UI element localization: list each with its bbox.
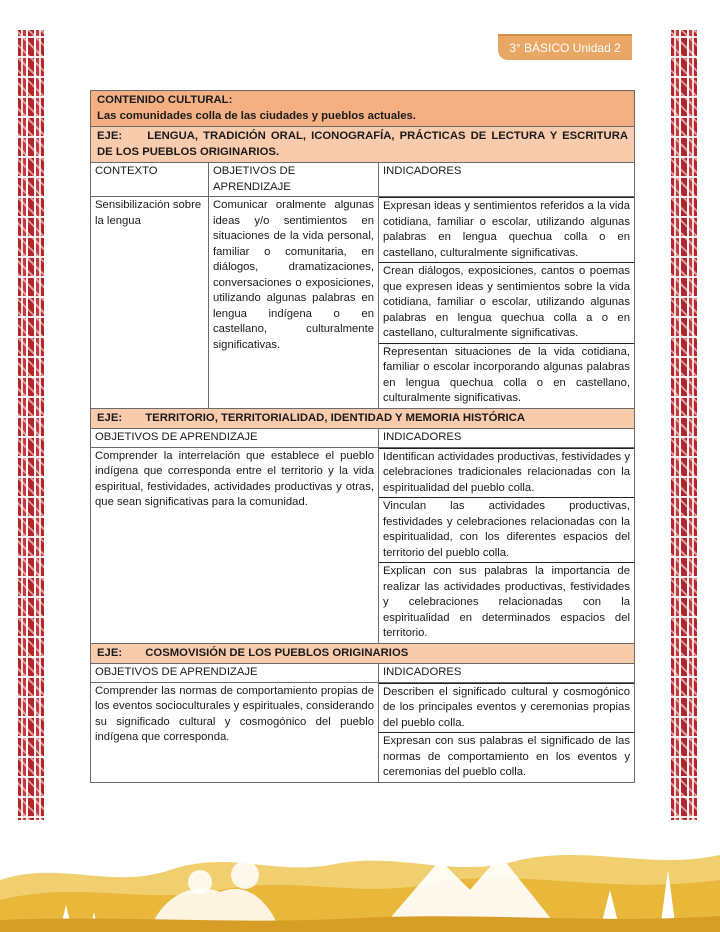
eje3-objetivo: Comprender las normas de comportamiento propias de los eventos socioculturales y espirituales, considerando su significado cultural y cosmogónico del pueblo indígena que corresponda. <box>91 682 379 782</box>
content-header-row <box>91 91 635 127</box>
right-decorative-border <box>671 30 697 820</box>
eje3-indicador-2: Expresan con sus palabras el significado de las normas de comportamiento en los eventos y ceremonias del pueblo colla. <box>378 732 635 783</box>
col-objetivos: OBJETIVOS DE APRENDIZAJE <box>209 163 379 197</box>
eje2-body-row <box>91 447 635 643</box>
eje3-col-indicadores: INDICADORES <box>379 664 635 683</box>
content-label: CONTENIDO CULTURAL: <box>97 94 233 106</box>
content-title: Las comunidades colla de las ciudades y pueblos actuales. <box>97 109 416 122</box>
eje1-title: LENGUA, TRADICIÓN ORAL, ICONOGRAFÍA, PRÁCTICAS DE LECTURA Y ESCRITURA DE LOS PUEBLOS ORIGINARIOS. <box>97 130 629 158</box>
curriculum-table <box>90 90 635 783</box>
col-contexto: CONTEXTO <box>91 163 209 197</box>
eje1-indicador-2: Crean diálogos, exposiciones, cantos o poemas que expresen ideas y sentimientos sobre la vida cotidiana, familiar o escolar, utilizando algunas palabras en lengua quechua colla a o en castellano, culturalmente significativas. <box>378 262 635 344</box>
eje2-indicador-3: Explican con sus palabras la importancia de realizar las actividades productivas, festividades y celebraciones relacionadas con la espiritualidad en determinados espacios del territorio. <box>378 562 635 644</box>
eje2-header-row <box>91 408 635 429</box>
eje3-body-row <box>91 682 635 782</box>
eje1-objetivo: Comunicar oralmente algunas ideas y/o sentimientos en situaciones de la vida personal, familiar o comunitaria, en diálogos, dramatizaciones, conversaciones o exposiciones, utilizando algunas palabras en lengua indígena o en castellano, culturalmente significativas. <box>209 197 379 409</box>
eje2-title: TERRITORIO, TERRITORIALIDAD, IDENTIDAD Y MEMORIA HISTÓRICA <box>145 411 525 424</box>
eje3-label: EJE: <box>97 646 123 659</box>
eje2-label: EJE: <box>97 411 123 424</box>
eje3-title: COSMOVISIÓN DE LOS PUEBLOS ORIGINARIOS <box>145 646 409 659</box>
eje3-indicador-1: Describen el significado cultural y cosmogónico de los principales eventos y ceremonias propias del pueblo colla. <box>378 683 635 734</box>
grade-unit-badge: 3° BÁSICO Unidad 2 <box>498 36 632 60</box>
eje2-col-indicadores: INDICADORES <box>379 429 635 448</box>
eje3-column-headers <box>91 664 635 683</box>
eje1-column-headers <box>91 163 635 197</box>
eje1-contexto: Sensibilización sobre la lengua <box>91 197 209 409</box>
eje1-header-row <box>91 127 635 163</box>
eje1-body-row <box>91 197 635 409</box>
left-decorative-border <box>18 30 44 820</box>
eje1-indicadores <box>379 197 635 409</box>
eje1-label: EJE: <box>97 130 123 142</box>
eje2-indicador-2: Vinculan las actividades productivas, festividades y celebraciones relacionadas con la espiritualidad, con los diferentes espacios del territorio del pueblo colla. <box>378 497 635 563</box>
eje1-indicador-1: Expresan ideas y sentimientos referidos a la vida cotidiana, familiar o escolar, utilizando algunas palabras en lengua quechua colla o en castellano, culturalmente significativas. <box>378 197 635 263</box>
landscape-illustration <box>0 820 720 932</box>
eje2-column-headers <box>91 429 635 448</box>
eje2-indicadores <box>379 447 635 643</box>
eje3-header-row <box>91 643 635 664</box>
eje3-indicadores <box>379 682 635 782</box>
eje3-col-objetivos: OBJETIVOS DE APRENDIZAJE <box>91 664 379 683</box>
eje1-indicador-3: Representan situaciones de la vida cotidiana, familiar o escolar incorporando algunas palabras en lengua quechua colla o en castellano, culturalmente significativas. <box>378 343 635 409</box>
col-indicadores: INDICADORES <box>379 163 635 197</box>
eje2-indicador-1: Identifican actividades productivas, festividades y celebraciones tradicionales relacionadas con la espiritualidad del pueblo colla. <box>378 448 635 499</box>
eje2-objetivo: Comprender la interrelación que establece el pueblo indígena que corresponda entre el territorio y la vida espiritual, festividades, actividades productivas y otras, que sean significativas para la comunidad. <box>91 447 379 643</box>
eje2-col-objetivos: OBJETIVOS DE APRENDIZAJE <box>91 429 379 448</box>
